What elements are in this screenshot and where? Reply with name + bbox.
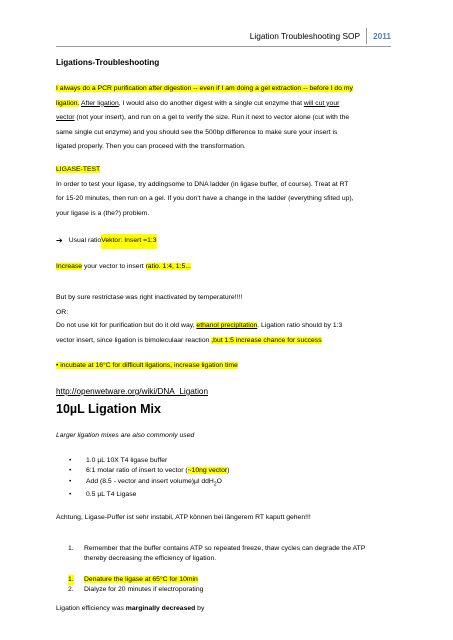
list-item: • 6:1 molar ratio of insert to vector (~10ng vector) (56, 466, 396, 476)
incubate-line: • incubate at 16°C for difficult ligations, increase ligation time (56, 362, 238, 369)
achtung-note: Achtung, Ligase-Puffer ist sehr instabil, ATP können bei längerem RT kaputt gehen!!! (56, 514, 311, 521)
ratio-line: ➔ Usual ratio Vektor: Insert =1:3 (56, 234, 157, 249)
list-item: • 1.0 µL 10X T4 ligase buffer (56, 456, 396, 466)
list-item: 2. Dialyze for 20 minutes if electroporating (68, 586, 204, 594)
paragraph-ligase-test: LIGASE-TEST In order to test your ligase, try addingsome to DNA ladder (in ligase buffer, of course). Treat at RT for 15-20 minutes, then run on a gel. If you don't have a change in the ladder (everything sfited up), your ligase is a (the?) problem. (56, 166, 354, 217)
section-heading-troubleshooting: Ligations-Troubleshooting (56, 58, 160, 67)
numbered-list-atp (56, 544, 396, 565)
header-title: Ligation Troubleshooting SOP (249, 31, 360, 41)
list-item: 1. Denature the ligase at 65°C for 10min (56, 575, 396, 585)
efficiency-line: Ligation efficiency was marginally decreased by (56, 605, 205, 612)
openwetware-link[interactable]: http://openwetware.org/wiki/DNA_Ligation (56, 387, 209, 396)
increase-line: Increase your vector to insert ratio. 1:4, 1:5... (56, 263, 191, 270)
paragraph-kit: Do not use kit for purification but do it old way, ethanol precipitation. Ligation ratio should by 1:3 vector insert, since ligation is bimoleculaar reaction ,but 1:5 increase chance for success (56, 322, 343, 344)
reference-link-row (56, 385, 208, 401)
list-item: • 0.5 µL T4 Ligase (56, 490, 396, 500)
arrow-icon: ➔ (56, 236, 63, 245)
list-item: • Add (8.5 - vector and insert volume)µl ddH$_2$O (56, 477, 396, 490)
ligase-test-label: LIGASE-TEST (56, 166, 101, 173)
header-rule (56, 46, 391, 47)
ligation-note: Larger ligation mixes are also commonly used (56, 432, 195, 439)
section-heading-ligation-mix: 10µL Ligation Mix (56, 402, 161, 416)
paragraph-pcr: I always do a PCR purification after digestion -- even if I am doing a gel extraction -- before I do my ligation. After ligation, I would also do another digest with a single cut enzyme that will cut your vector (not your insert), and run on a gel to verify the size. Run it next to vector alone (cut with the same single cut enzyme) and you should see the 500bp difference to make sure your insert is ligated properly. Then you can proceed with the transformation. (56, 85, 353, 151)
paragraph-restriction: But by sure restrictase was right inactivated by temperature!!!! OR: (56, 294, 243, 316)
header-year: 2011 (373, 31, 391, 41)
ligation-mix-list (56, 456, 396, 500)
list-item: 1. Remember that the buffer contains ATP so repeated freeze, thaw cycles can degrade the ATP thereby decreasing the efficiency of ligation. (68, 545, 366, 563)
numbered-list-denature (56, 575, 396, 596)
page-header (250, 27, 391, 45)
